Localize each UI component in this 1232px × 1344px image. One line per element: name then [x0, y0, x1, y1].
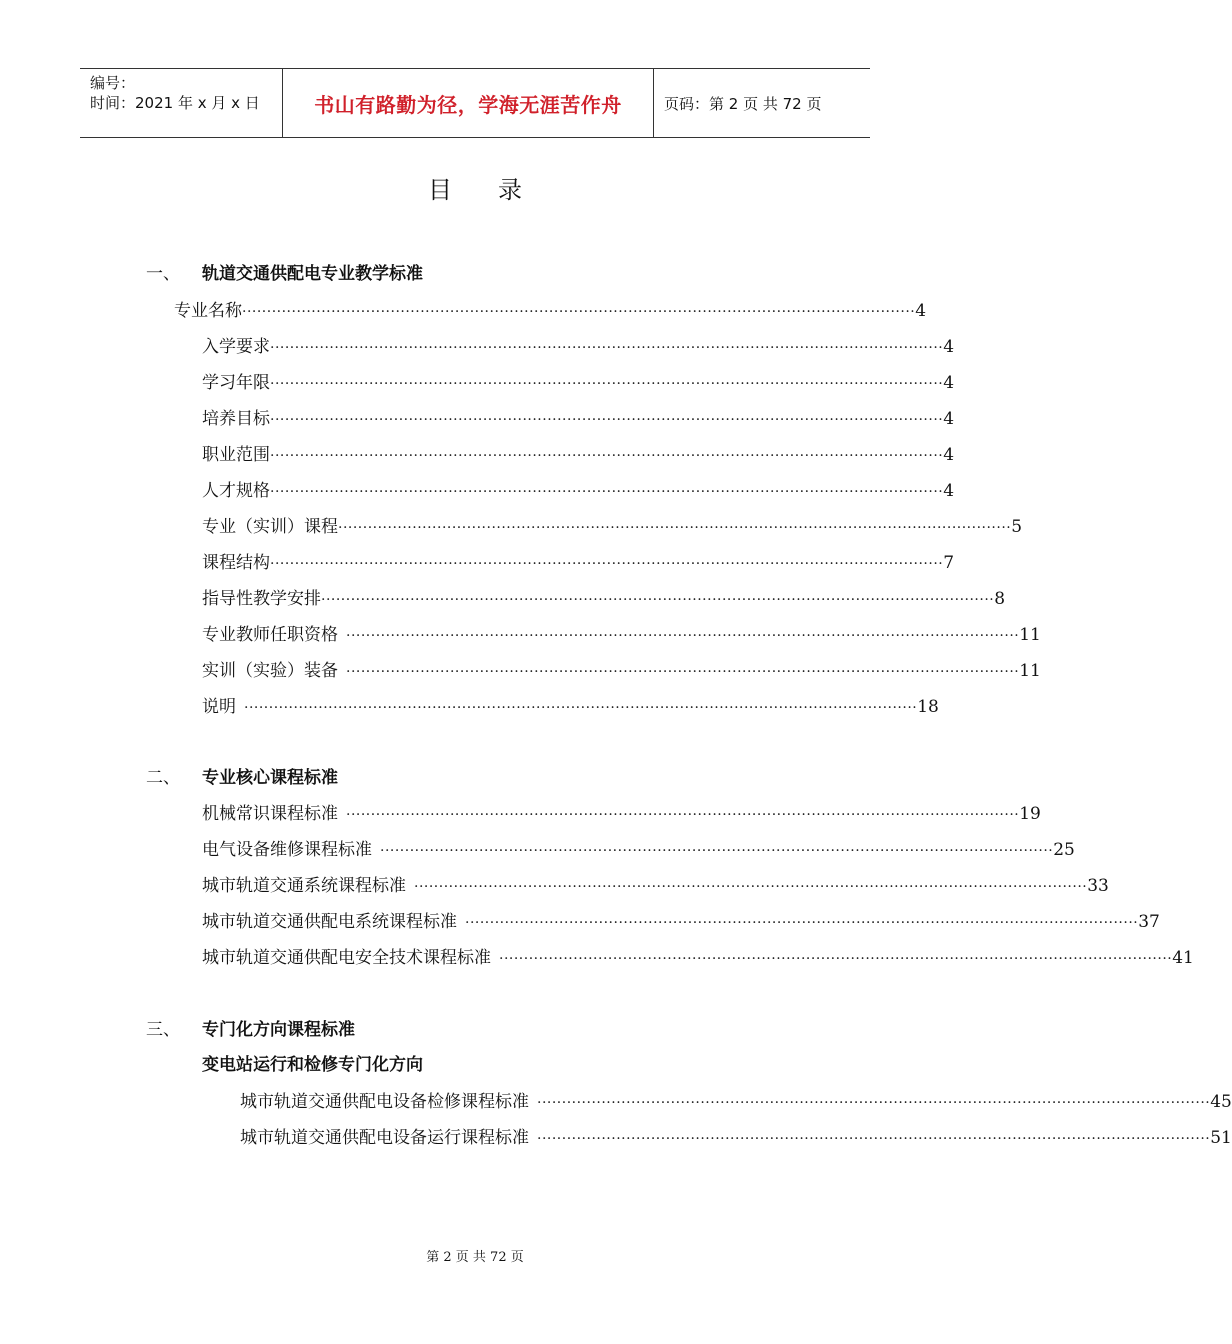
toc-entry-label: 实训（实验）装备	[202, 661, 338, 681]
toc-leader-dots: ········································································································································	[499, 951, 1173, 967]
toc-entry-label: 学习年限	[202, 373, 270, 393]
toc-entry[interactable]	[202, 799, 1041, 824]
toc-entry-page: 45	[1210, 1092, 1232, 1112]
toc-entry[interactable]	[202, 404, 955, 429]
section-title: 专业核心课程标准	[202, 768, 338, 788]
toc-title: 目录	[428, 176, 568, 204]
header-meta	[80, 69, 282, 137]
toc-entry[interactable]	[202, 907, 1160, 932]
subsection-heading: 变电站运行和检修专门化方向	[202, 1055, 423, 1075]
toc-entry-label: 城市轨道交通供配电设备检修课程标准	[240, 1092, 529, 1112]
toc-entry[interactable]	[202, 871, 1109, 896]
toc-leader-dots: ········································································································································	[242, 304, 916, 320]
toc-leader-dots: ········································································································································	[321, 592, 995, 608]
toc-entry-page: 41	[1172, 948, 1194, 968]
toc-entry[interactable]	[202, 332, 955, 357]
toc-entry-page: 4	[943, 409, 955, 429]
toc-entry-label: 专业名称	[174, 301, 242, 321]
toc-entry-label: 专业（实训）课程	[202, 517, 338, 537]
toc-entry[interactable]	[202, 548, 955, 573]
toc-leader-dots: ········································································································································	[270, 412, 944, 428]
toc-entry-label: 城市轨道交通供配电设备运行课程标准	[240, 1128, 529, 1148]
toc-leader-dots: ········································································································································	[270, 448, 944, 464]
toc-entry[interactable]	[202, 835, 1075, 860]
section-number: 三、	[146, 1020, 180, 1040]
section-title: 轨道交通供配电专业教学标准	[202, 264, 423, 284]
toc-entry[interactable]	[202, 692, 939, 717]
toc-leader-dots: ········································································································································	[338, 520, 1012, 536]
toc-leader-dots: ········································································································································	[270, 556, 944, 572]
toc-leader-dots: ········································································································································	[270, 376, 944, 392]
toc-entry-page: 5	[1011, 517, 1023, 537]
page-header	[80, 68, 870, 138]
toc-entry-page: 4	[943, 481, 955, 501]
toc-entry-label: 机械常识课程标准	[202, 804, 338, 824]
toc-leader-dots: ········································································································································	[537, 1131, 1211, 1147]
toc-entry-page: 18	[917, 697, 939, 717]
toc-leader-dots: ········································································································································	[270, 340, 944, 356]
toc-entry[interactable]	[202, 512, 1023, 537]
header-page-info: 页码：第 2 页 共 72 页	[664, 94, 822, 113]
header-motto: 书山有路勤为径，学海无涯苦作舟	[282, 69, 654, 137]
toc-entry-label: 人才规格	[202, 481, 270, 501]
toc-leader-dots: ········································································································································	[346, 664, 1020, 680]
toc-entry-label: 课程结构	[202, 553, 270, 573]
toc-leader-dots: ········································································································································	[537, 1095, 1211, 1111]
toc-leader-dots: ········································································································································	[270, 484, 944, 500]
toc-leader-dots: ········································································································································	[380, 843, 1054, 859]
toc-entry-page: 11	[1019, 625, 1041, 645]
page-footer: 第 2 页 共 72 页	[426, 1250, 524, 1265]
toc-entry-page: 4	[943, 373, 955, 393]
toc-entry[interactable]	[240, 1123, 1232, 1148]
toc-entry-page: 7	[943, 553, 955, 573]
toc-entry-label: 说明	[202, 697, 236, 717]
toc-entry[interactable]	[240, 1087, 1232, 1112]
toc-entry-label: 职业范围	[202, 445, 270, 465]
section-title: 专门化方向课程标准	[202, 1020, 355, 1040]
toc-entry-label: 城市轨道交通系统课程标准	[202, 876, 406, 896]
toc-entry-page: 51	[1210, 1128, 1232, 1148]
toc-leader-dots: ········································································································································	[346, 628, 1020, 644]
toc-entry-page: 33	[1087, 876, 1109, 896]
toc-entry-label: 入学要求	[202, 337, 270, 357]
toc-entry-label: 专业教师任职资格	[202, 625, 338, 645]
toc-leader-dots: ········································································································································	[465, 915, 1139, 931]
toc-entry-page: 25	[1053, 840, 1075, 860]
toc-entry-page: 37	[1138, 912, 1160, 932]
toc-entry-page: 4	[943, 337, 955, 357]
toc-entry[interactable]	[174, 296, 927, 321]
toc-leader-dots: ········································································································································	[346, 807, 1020, 823]
toc-entry-page: 4	[943, 445, 955, 465]
toc-entry-label: 培养目标	[202, 409, 270, 429]
toc-entry-label: 城市轨道交通供配电系统课程标准	[202, 912, 457, 932]
toc-entry[interactable]	[202, 476, 955, 501]
date-label: 时间：2021 年 x 月 x 日	[90, 94, 260, 112]
toc-entry-page: 19	[1019, 804, 1041, 824]
toc-entry-label: 城市轨道交通供配电安全技术课程标准	[202, 948, 491, 968]
toc-leader-dots: ········································································································································	[414, 879, 1088, 895]
number-label: 编号：	[90, 74, 136, 92]
toc-entry[interactable]	[202, 620, 1041, 645]
toc-entry-page: 11	[1019, 661, 1041, 681]
toc-entry-page: 8	[994, 589, 1006, 609]
section-number: 二、	[146, 768, 180, 788]
toc-entry[interactable]	[202, 584, 1006, 609]
toc-entry[interactable]	[202, 656, 1041, 681]
toc-entry[interactable]	[202, 440, 955, 465]
toc-entry-label: 指导性教学安排	[202, 589, 321, 609]
toc-entry-label: 电气设备维修课程标准	[202, 840, 372, 860]
toc-entry-page: 4	[915, 301, 927, 321]
section-number: 一、	[146, 264, 180, 284]
toc-entry[interactable]	[202, 368, 955, 393]
toc-leader-dots: ········································································································································	[244, 700, 918, 716]
toc-entry[interactable]	[202, 943, 1194, 968]
